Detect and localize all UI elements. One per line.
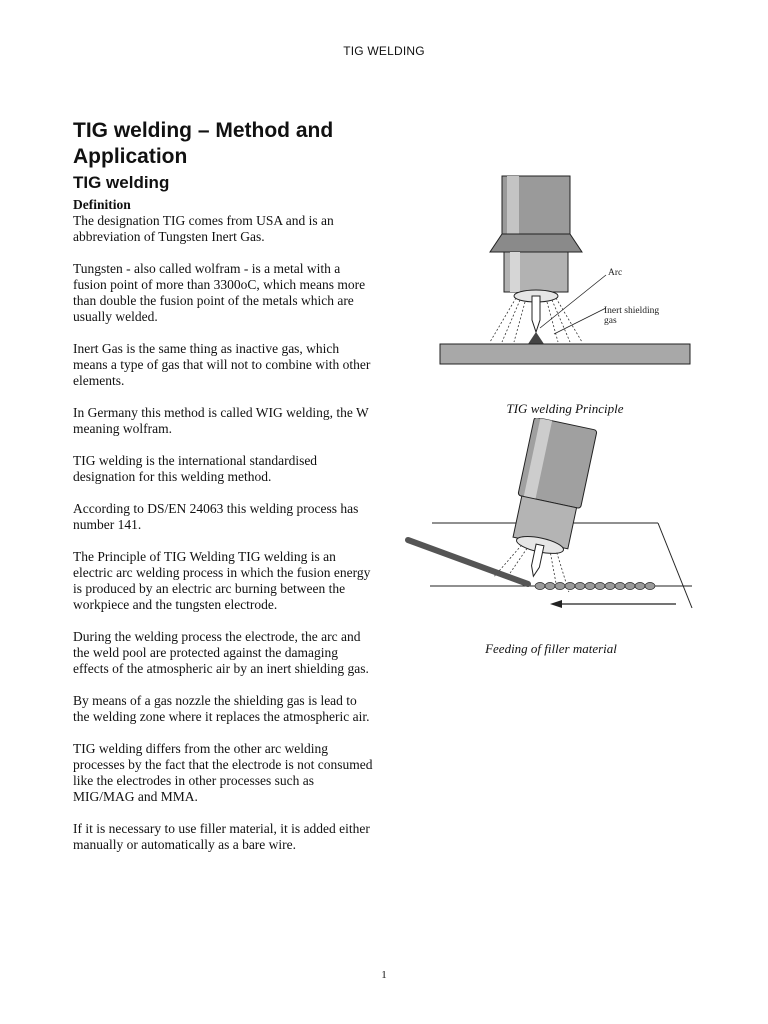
gas-label-line2: gas (604, 316, 617, 326)
angled-torch (495, 418, 603, 592)
page-title: TIG welding – Method and Application (73, 119, 334, 168)
arc-glow (528, 332, 544, 344)
weld-bead (535, 583, 655, 590)
paragraph-germany: In Germany this method is called WIG welding, the W meaning wolfram. (73, 405, 369, 436)
running-header: TIG WELDING (343, 44, 425, 58)
paragraph-abbreviation: The designation TIG comes from USA and is an abbreviation of Tungsten Inert Gas. (73, 213, 334, 244)
main-text-column (73, 118, 373, 869)
paragraph-designation: TIG welding is the international standardised designation for this welding method. (73, 453, 318, 484)
paragraph-inert-gas: Inert Gas is the same thing as inactive gas, which means a type of gas that will not to combine with other elements. (73, 341, 371, 388)
paragraph-standard: According to DS/EN 24063 this welding process has number 141. (73, 501, 359, 532)
tig-principle-figure (430, 170, 700, 375)
gas-leader-line (554, 308, 606, 334)
definition-heading: Definition (73, 197, 131, 212)
paragraph-principle: The Principle of TIG Welding TIG welding is an electric arc welding process in which the fusion energy is produced by an electric arc burning between the workpiece and the tungsten electrode. (73, 549, 371, 612)
paragraph-gas-nozzle: By means of a gas nozzle the shielding gas is lead to the welding zone where it replaces the atmospheric air. (73, 693, 370, 724)
paragraph-tungsten: Tungsten - also called wolfram - is a metal with a fusion point of more than 3300oC, which means more than double the fusion point of the metals which are usually welded. (73, 261, 366, 324)
gas-label-line1: Inert shielding (604, 306, 660, 316)
paragraph-differences: TIG welding differs from the other arc welding processes by the fact that the electrode is not consumed like the electrodes in other processes such as MIG/MAG and MMA. (73, 741, 373, 804)
paragraph-filler: If it is necessary to use filler material, it is added either manually or automatically as a bare wire. (73, 821, 370, 852)
arc-label: Arc (608, 268, 623, 278)
workpiece-plate (440, 344, 690, 364)
tungsten-electrode (532, 296, 540, 332)
principle-figure-caption: TIG welding Principle (506, 401, 624, 416)
section-title: TIG welding (73, 173, 170, 192)
page-number: 1 (381, 969, 387, 981)
filler-wire (408, 540, 528, 584)
filler-feeding-figure (400, 418, 700, 618)
paragraph-protection: During the welding process the electrode, the arc and the weld pool are protected against the damaging effects of the atmospheric air by an inert shielding gas. (73, 629, 369, 676)
filler-figure-caption: Feeding of filler material (485, 641, 617, 656)
torch-body (490, 176, 582, 302)
direction-arrow (550, 600, 676, 608)
